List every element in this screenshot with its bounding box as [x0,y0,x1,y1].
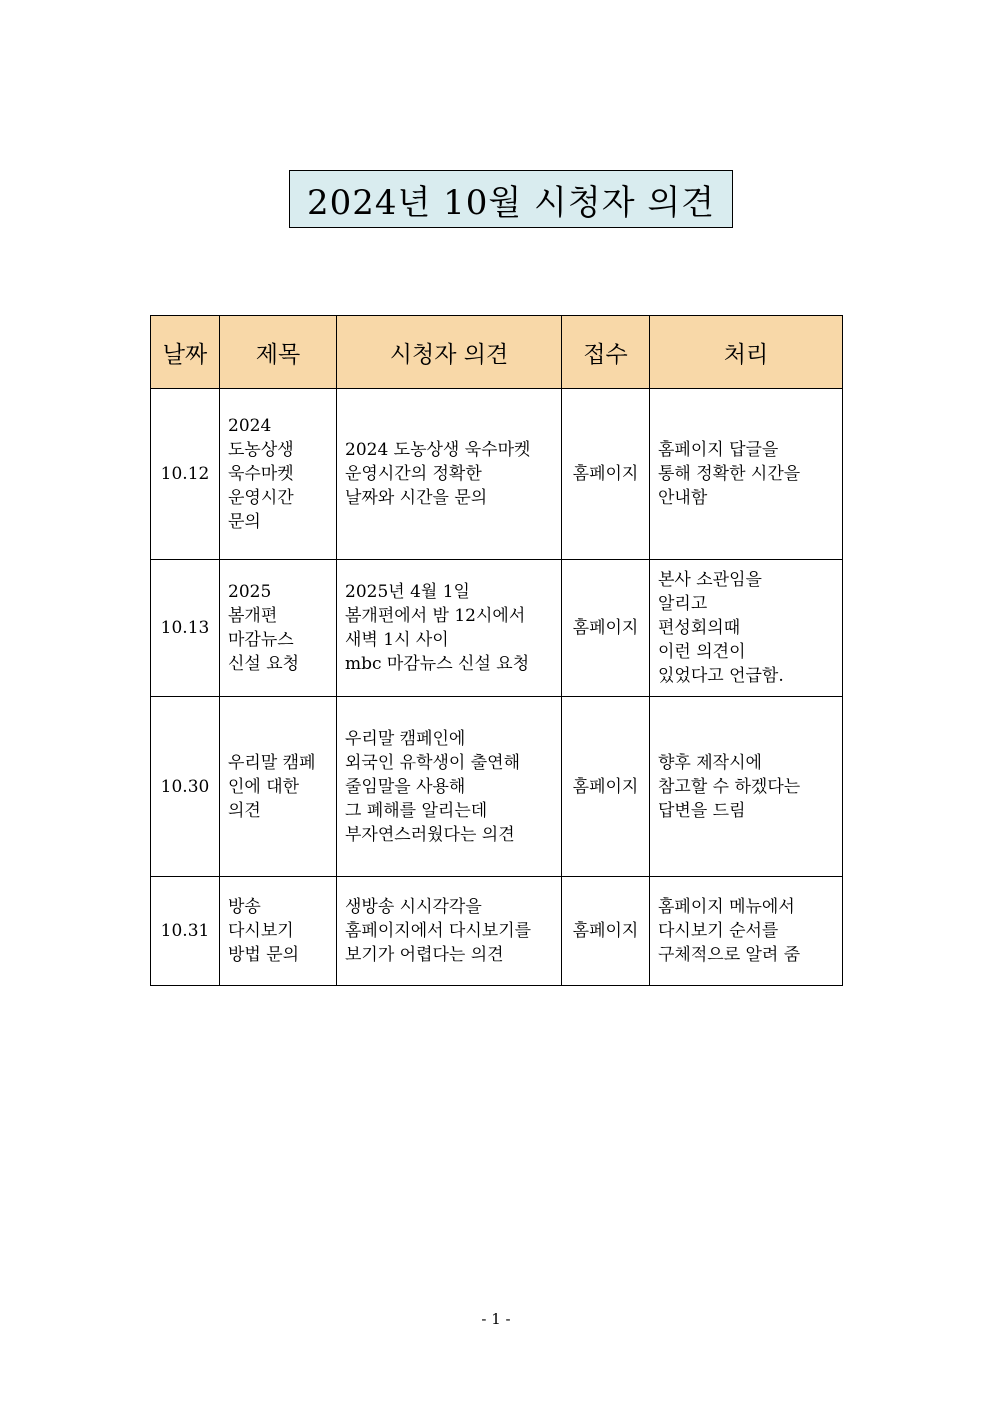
cell-subject [220,877,337,986]
cell-opinion [337,389,562,560]
cell-handling [650,389,843,560]
cell-received: 홈페이지 [562,697,650,877]
header-opinion: 시청자 의견 [337,316,562,389]
cell-received: 홈페이지 [562,560,650,697]
table-row [151,560,843,697]
cell-opinion [337,877,562,986]
cell-handling [650,560,843,697]
cell-date: 10.31 [151,877,220,986]
cell-opinion [337,697,562,877]
cell-handling [650,877,843,986]
header-handling: 처리 [650,316,843,389]
page-number: - 1 - [481,1310,511,1328]
opinion-text: 우리말 캠페인에 외국인 유학생이 출연해 줄임말을 사용해 그 폐해를 알리는데 부자연스러웠다는 의견 [345,728,521,845]
opinion-text: 2025년 4월 1일 봄개편에서 밤 12시에서 새벽 1시 사이 mbc 마감뉴스 신설 요청 [345,582,530,674]
cell-handling [650,697,843,877]
page-title: 2024년 10월 시청자 의견 [289,170,733,228]
subject-text: 2025 봄개편 마감뉴스 신설 요청 [228,582,300,674]
handling-text: 본사 소관임을 알리고 편성회의때 이런 의견이 있었다고 언급함. [658,570,784,686]
subject-text: 2024 도농상생 욱수마켓 운영시간 문의 [228,416,294,532]
opinion-text: 2024 도농상생 욱수마켓 운영시간의 정확한 날짜와 시간을 문의 [345,440,531,508]
cell-subject [220,560,337,697]
opinion-table [150,315,843,986]
header-received: 접수 [562,316,650,389]
subject-text: 방송 다시보기 방법 문의 [228,897,300,965]
cell-received: 홈페이지 [562,877,650,986]
header-date: 날짜 [151,316,220,389]
cell-date: 10.12 [151,389,220,560]
handling-text: 홈페이지 답글을 통해 정확한 시간을 안내함 [658,440,801,508]
table-row [151,389,843,560]
handling-text: 향후 제작시에 참고할 수 하겠다는 답변을 드림 [658,752,801,821]
table-row [151,697,843,877]
table-header-row [151,316,843,389]
cell-subject [220,697,337,877]
handling-text: 홈페이지 메뉴에서 다시보기 순서를 구체적으로 알려 줌 [658,897,801,965]
table-row [151,877,843,986]
header-subject: 제목 [220,316,337,389]
cell-date: 10.13 [151,560,220,697]
subject-text: 우리말 캠페 인에 대한 의견 [228,752,316,821]
cell-received: 홈페이지 [562,389,650,560]
cell-date: 10.30 [151,697,220,877]
cell-subject [220,389,337,560]
opinion-text: 생방송 시시각각을 홈페이지에서 다시보기를 보기가 어렵다는 의견 [345,897,532,965]
cell-opinion [337,560,562,697]
